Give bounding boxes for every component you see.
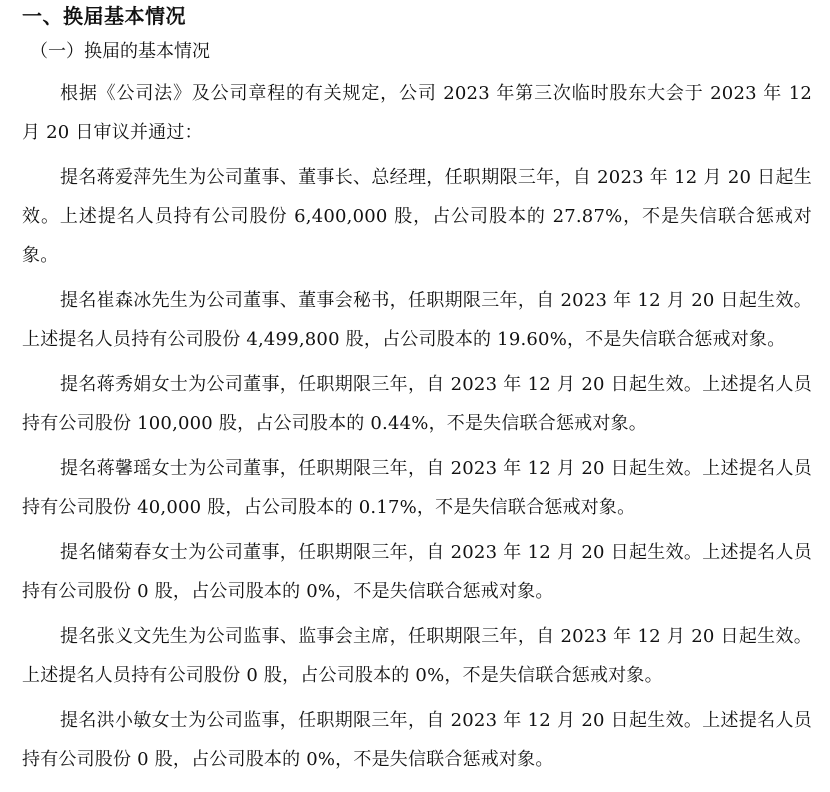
paragraph-intro: 根据《公司法》及公司章程的有关规定，公司 2023 年第三次临时股东大会于 2023 年 12 月 20 日审议并通过：: [22, 83, 812, 143]
paragraph-nomination-3: 提名蒋秀娟女士为公司董事，任职期限三年，自 2023 年 12 月 20 日起生效。上述提名人员持有公司股份 100,000 股，占公司股本的 0.44%，不是失信联合惩戒对象。: [22, 374, 812, 434]
paragraph-nomination-1: 提名蒋爱萍先生为公司董事、董事长、总经理，任职期限三年，自 2023 年 12 月 20 日起生效。上述提名人员持有公司股份 6,400,000 股，占公司股本的 27.87%，不是失信联合惩戒对象。: [22, 167, 812, 266]
document-body: [22, 2, 812, 785]
subsection-heading: （一）换届的基本情况: [30, 41, 210, 62]
paragraph-nomination-4: 提名蒋馨瑶女士为公司董事，任职期限三年，自 2023 年 12 月 20 日起生效。上述提名人员持有公司股份 40,000 股，占公司股本的 0.17%，不是失信联合惩戒对象。: [22, 458, 812, 518]
section-heading: 一、换届基本情况: [22, 4, 186, 28]
paragraph-nomination-7: 提名洪小敏女士为公司监事，任职期限三年，自 2023 年 12 月 20 日起生效。上述提名人员持有公司股份 0 股，占公司股本的 0%，不是失信联合惩戒对象。: [22, 710, 812, 770]
paragraph-nomination-5: 提名储菊春女士为公司董事，任职期限三年，自 2023 年 12 月 20 日起生效。上述提名人员持有公司股份 0 股，占公司股本的 0%，不是失信联合惩戒对象。: [22, 542, 812, 602]
paragraph-nomination-6: 提名张义文先生为公司监事、监事会主席，任职期限三年，自 2023 年 12 月 20 日起生效。上述提名人员持有公司股份 0 股，占公司股本的 0%，不是失信联合惩戒对象。: [22, 626, 812, 686]
paragraph-nomination-2: 提名崔森冰先生为公司董事、董事会秘书，任职期限三年，自 2023 年 12 月 20 日起生效。上述提名人员持有公司股份 4,499,800 股，占公司股本的 19.60%，不是失信联合惩戒对象。: [22, 290, 812, 350]
